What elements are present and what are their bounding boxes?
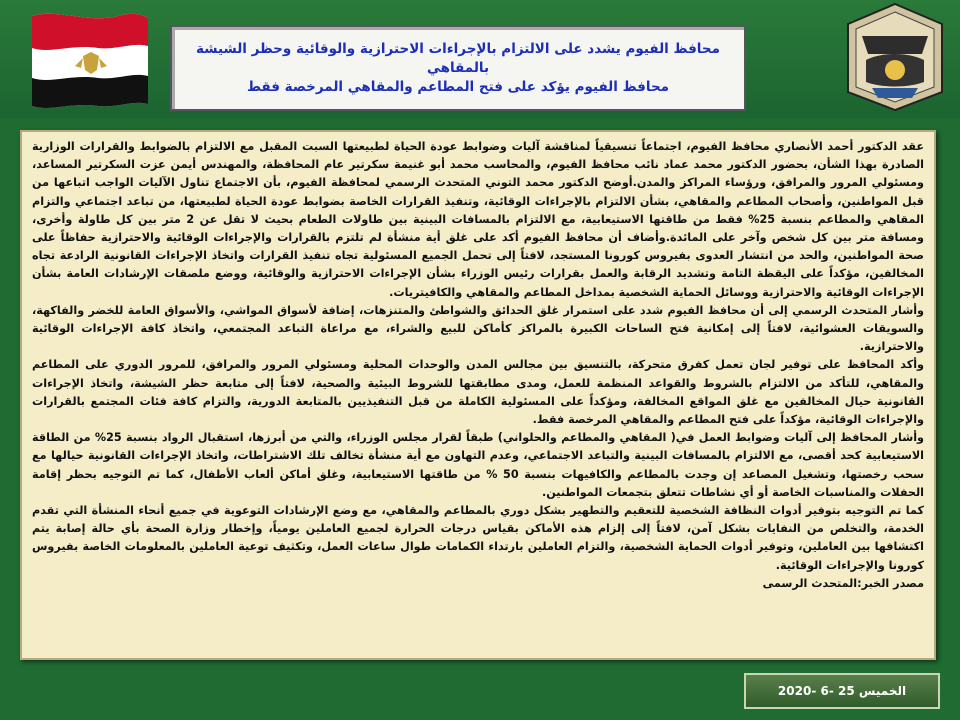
article-source: مصدر الخبر:المتحدث الرسمى [762, 576, 924, 590]
egypt-flag-icon [28, 8, 152, 112]
headline-sub: محافظ الفيوم يؤكد على فتح المطاعم والمقاهي المرخصة فقط [246, 78, 670, 95]
article-paragraph: كما تم التوجيه بتوفير أدوات النظافة الشخصية للتعقيم والتطهير بشكل دوري بالمطاعم والمقاهي، مع وضع الإرشادات التوعوية في جميع أنحاء المنشأة التي تقدم الخدمة، والتخلص من النفايات بشكل آمن، لافتاً إلى إلزام هذه الأماكن بقياس درجات الحرارة لجميع العاملين يومياً، وإخطار وزارة الصحة بأي حالة إصابة يتم اكتشافها بين العاملين، وتوفير أدوات الحماية الشخصية، والتزام العاملين بارتداء الكمامات طوال ساعات العمل، وتكثيف توعية العاملين بالمعلومات الخاصة بفيروس كورونا والإجراءات الوقائية. [32, 504, 924, 572]
news-article [20, 130, 936, 660]
headline-main: محافظ الفيوم يشدد على الالتزام بالإجراءات الاحترازية والوقائية وحظر الشيشة بالمقاهي [196, 40, 720, 76]
date-badge [744, 673, 940, 709]
publish-date: الخميس 25 -6 -2020 [777, 684, 907, 698]
article-paragraph: وأشار المتحدث الرسمي إلى أن محافظ الفيوم شدد على استمرار غلق الحدائق والشواطئ والمتنزهات، إضافة لأسواق المواشي، والأسواق العامة للخضر والفاكهة، والسويقات العشوائية، لافتاً إلى إمكانية فتح الساحات الكبيرة بالمراكز كأماكن للبيع والشراء، مع مراعاة التباعد المجتمعي، واتخاذ كافة الإجراءات الوقائية والاحترازية. [32, 303, 924, 354]
article-paragraph: وأكد المحافظ على توفير لجان تعمل كفرق متحركة، بالتنسيق بين مجالس المدن والوحدات المحلية ومسئولي المرور والمرافق، للمرور الدوري على المطاعم والمقاهي، للتأكد من الالتزام بالشروط والقواعد المنظمة للعمل، ومدى مطابقتها للشروط البيئية والصحية، لافتاً إلى متابعة حظر الشيشة، واتخاذ الإجراءات القانونية حيال المخالفين مع غلق المواقع المخالفة، ومؤكداً على المسئولية الكاملة من قبل التنفيذيين بالمتابعة الدورية، والتزام كافة فئات المجتمع بالقرارات والإجراءات الوقائية، مؤكداً على فتح المطاعم والمقاهي المرخصة فقط. [32, 358, 924, 427]
headline-box [170, 25, 746, 111]
article-paragraph: عقد الدكتور أحمد الأنصاري محافظ الفيوم، اجتماعاً تنسيقياً لمناقشة آليات وضوابط عودة الحياة لطبيعتها السبت المقبل مع الالتزام بالضوابط والقرارات الوزارية الصادرة بهذا الشأن، بحضور الدكتور محمد عماد نائب محافظ الفيوم، والمحاسب محمد أبو غنيمة سكرتير عام المحافظة، والمهندس أيمن عزت السكرتير المساعد، ومسئولي المرور والمرافق، ورؤساء المراكز والمدن.أوضح الدكتور محمد التوني المتحدث الرسمي لمحافظة الفيوم، بأن الاجتماع تناول الآليات الواجب اتباعها من قبل المواطنين، وأصحاب المطاعم والمقاهي، بشأن الالتزام بالإجراءات الوقائية، وتنفيذ القرارات الخاصة بضوابط عودة الحياة لطبيعتها، من تباعد اجتماعي والتزام المقاهي والمطاعم بنسبة 25% فقط من طاقتها الاستيعابية، مع الالتزام بالمسافات البينية بين طاولات الطعام بحيث لا تقل عن 2 متر بين كل طاولة وأخرى، ومسافة متر بين كل شخص وآخر على المائدة.وأضاف أن محافظ الفيوم أكد على غلق أية منشأة لم تلتزم بالقرارات والإجراءات الوقائية والاحترازية حفاظاً على صحة المواطنين، والحد من انتشار العدوى بفيروس كورونا المستجد، لافتاً إلى تحمل الجميع المسئولية تجاه تنفيذ القرارات واتخاذ الإجراءات القانونية الرادعة تجاه المخالفين، مؤكداً على اليقظة التامة وتشديد الرقابة والعمل بقرارات رئيس الوزراء بشأن الإجراءات الاحترازية والوقائية، ووضع ملصقات الإرشادات العامة بشأن الإجراءات الوقائية والاحترازية ووسائل الحماية الشخصية بمداخل المطاعم والمقاهي والكافيتريات. [32, 140, 924, 299]
fayoum-governorate-emblem-icon [842, 2, 948, 112]
article-paragraph: وأشار المحافظ إلى آليات وضوابط العمل في( المقاهي والمطاعم والحلواني) طبقاً لقرار مجلس الوزراء، والتي من أبرزها، استقبال الرواد بنسبة 25% من الطاقة الاستيعابية كحد أقصى، مع الالتزام بالمسافات البينية والتباعد الاجتماعي، وعدم التهاون مع أية منشأة تخالف تلك الاشتراطات، واتخاذ الإجراءات القانونية حيالها مع سحب رخصتها، وتشغيل المصاعد إن وجدت بالمطاعم والكافيهات بنسبة 50 % من طاقتها الاستيعابية، وغلق أماكن ألعاب الأطفال، كما تم التوجيه بحظر إقامة الحفلات والمناسبات الخاصة أو أي نشاطات تتعلق بتجمعات المواطنين. [32, 431, 924, 499]
